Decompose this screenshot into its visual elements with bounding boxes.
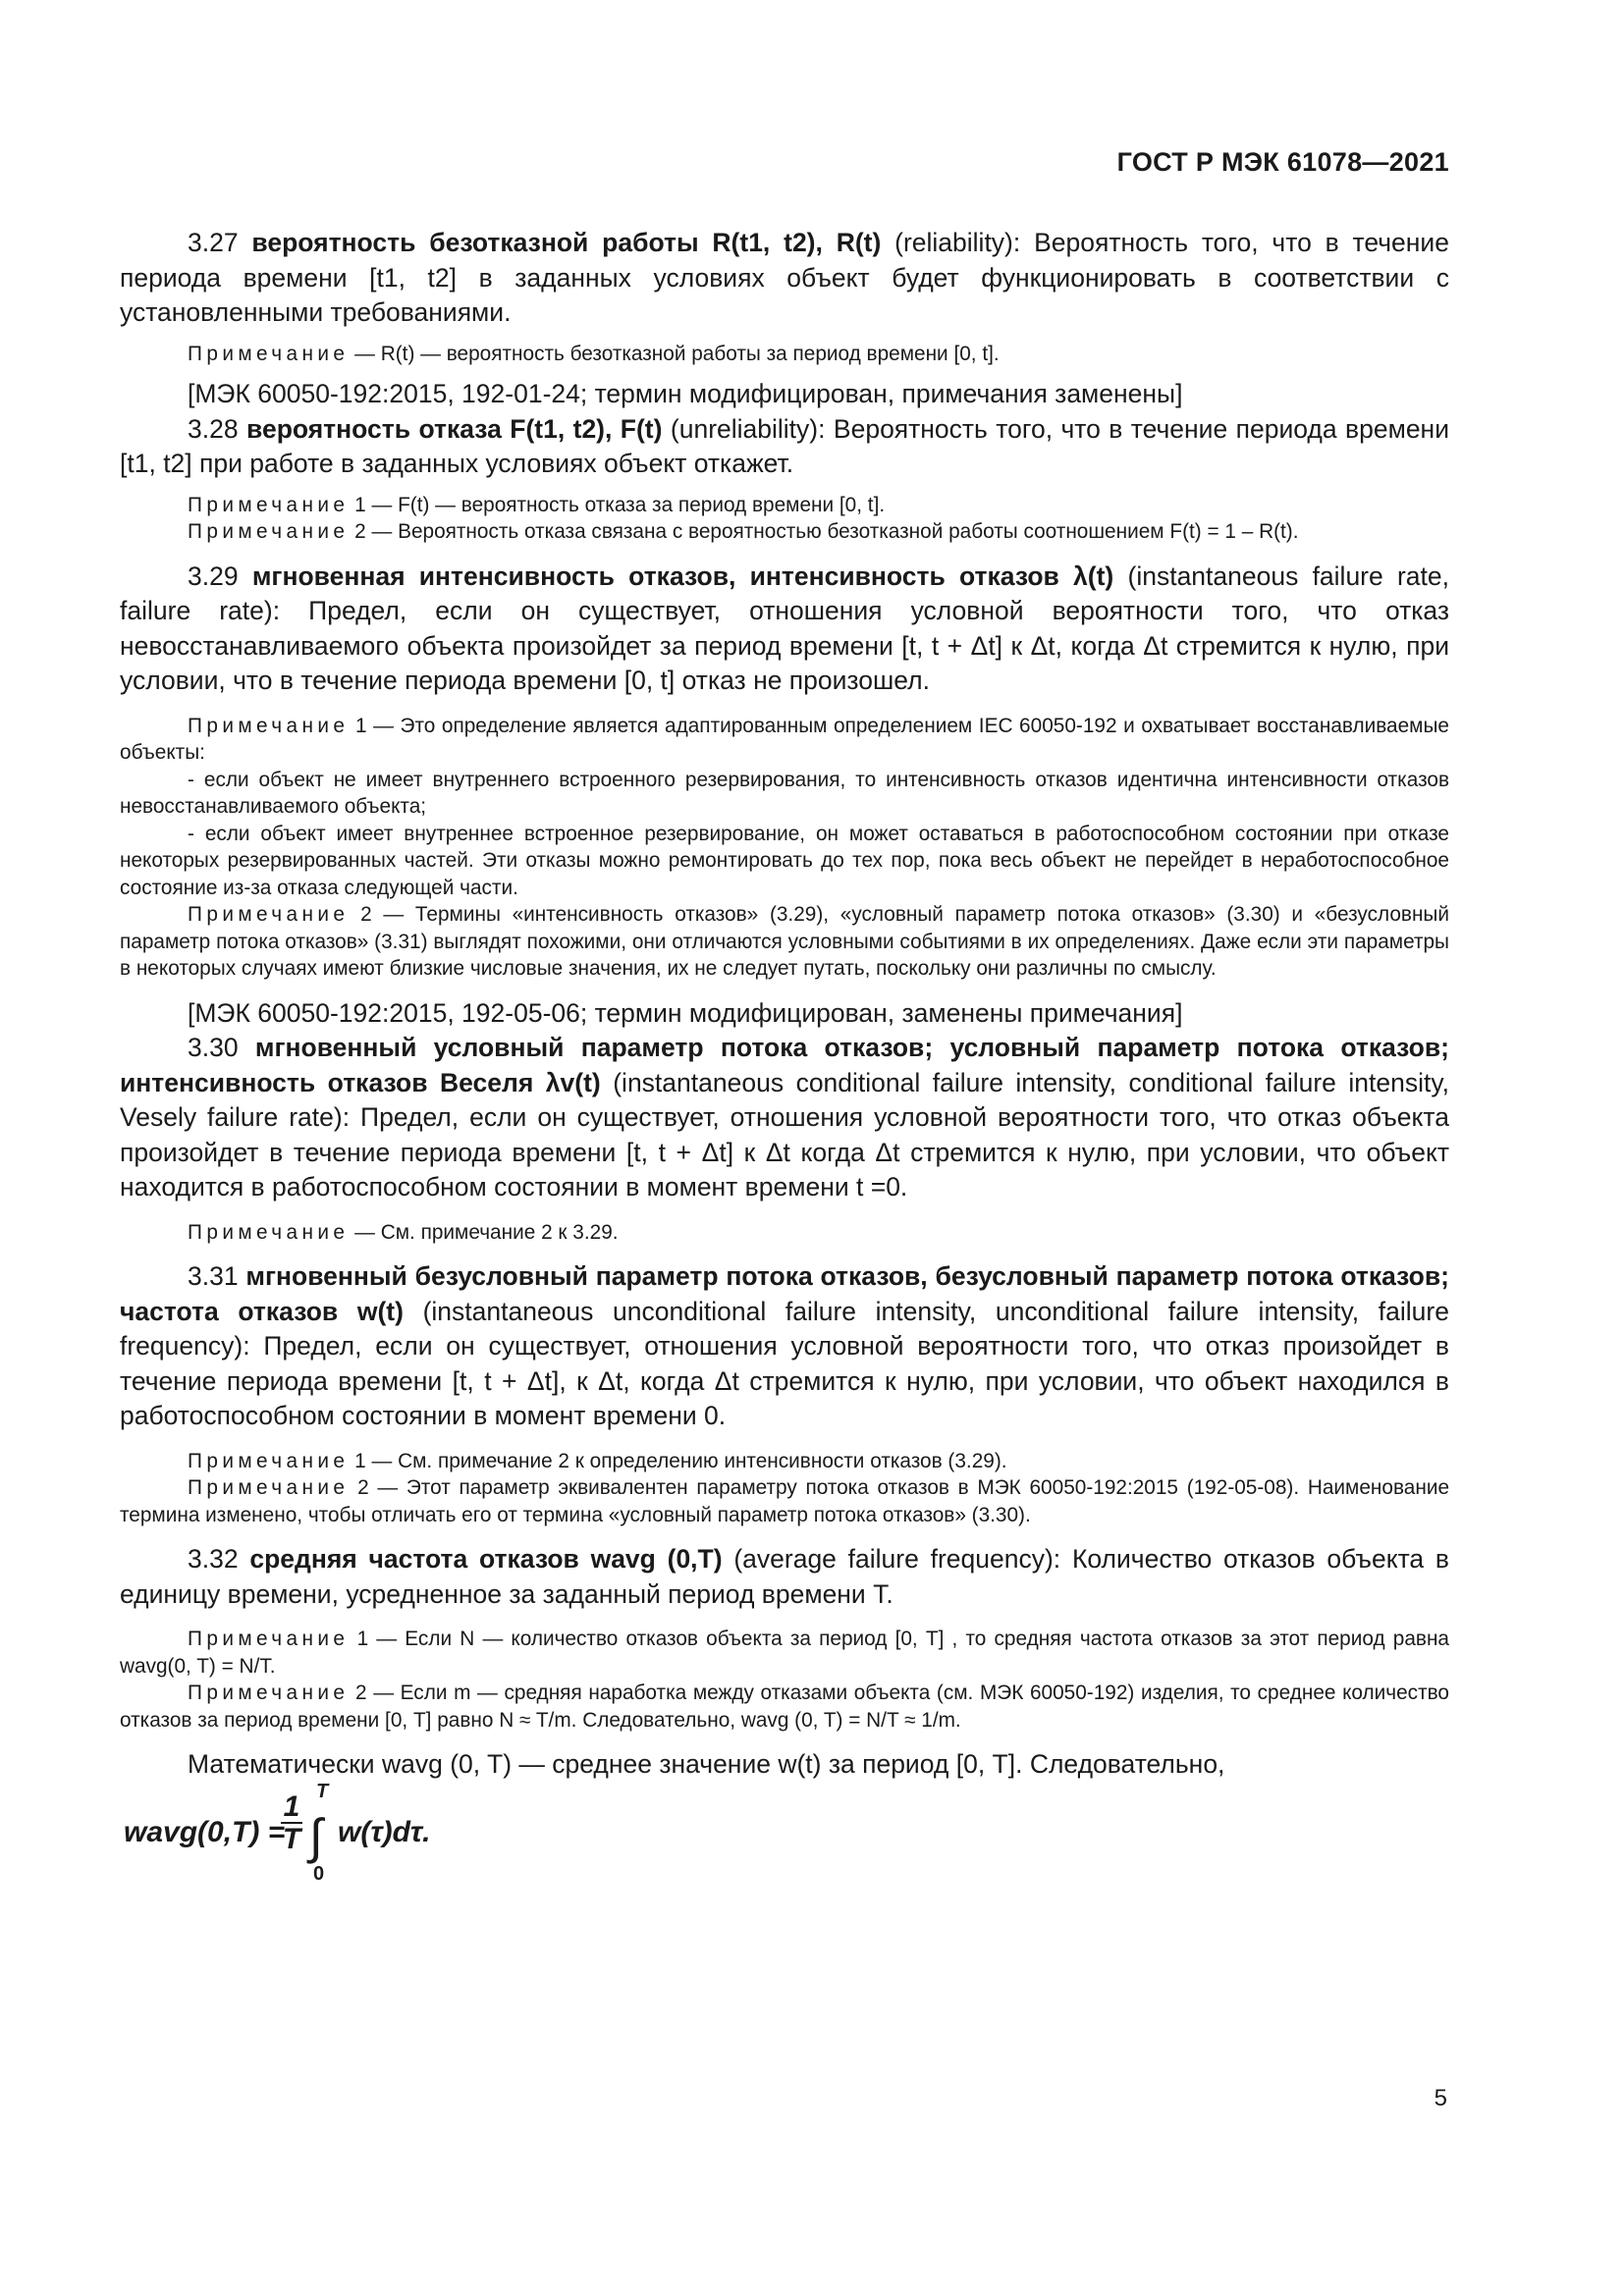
section-number: 3.30 xyxy=(188,1033,239,1062)
section-number: 3.27 xyxy=(188,228,239,257)
note xyxy=(120,518,1449,546)
fraction-denominator: T xyxy=(282,1822,301,1855)
source-reference: [МЭК 60050-192:2015, 192-01-24; термин модифицирован, примечания заменены] xyxy=(188,379,1183,408)
term-title: мгновенный условный параметр потока отказов; условный параметр потока отказов; интенсивность отказов Веселя λv(t) xyxy=(120,1033,1449,1097)
formula-integrand: w(τ)dτ. xyxy=(338,1815,431,1848)
note-label: Примечание xyxy=(188,493,350,516)
standard-header: ГОСТ Р МЭК 61078—2021 xyxy=(1116,147,1449,177)
note-label: Примечание xyxy=(188,1449,350,1472)
note xyxy=(120,1626,1449,1680)
note xyxy=(120,1680,1449,1734)
section-3-31 xyxy=(120,1259,1449,1434)
note-label: Примечание xyxy=(188,1220,350,1244)
section-number: 3.29 xyxy=(188,561,239,591)
note-label: Примечание xyxy=(188,1628,350,1650)
note-label: Примечание xyxy=(188,1476,350,1499)
term-english: (reliability): xyxy=(894,228,1021,257)
note xyxy=(120,901,1449,983)
section-number: 3.28 xyxy=(188,413,239,444)
fraction-numerator: 1 xyxy=(281,1792,302,1824)
term-english: (instantaneous conditional failure intensity, conditional failure intensity, Vesely failure rate): xyxy=(120,1067,1449,1132)
note-text: 2 — Вероятность отказа связана с вероятностью безотказной работы соотношением F(t) = 1 – R(t). xyxy=(354,520,1299,543)
section-3-29 xyxy=(120,560,1449,699)
note-label: Примечание xyxy=(188,342,350,365)
note xyxy=(120,713,1449,767)
term-title: мгновенный безусловный параметр потока отказов, безусловный параметр потока отказов; частота отказов w(t) xyxy=(120,1261,1449,1326)
note xyxy=(120,492,1449,519)
list-item: - если объект имеет внутреннее встроенное резервирование, он может оставаться в работоспособном состоянии при отказе некоторых резервированных частей. Эти отказы можно ремонтировать до тех пор, пока весь объект не перейдет в неработоспособное состояние из-за отказа следующей части. xyxy=(120,822,1449,899)
term-english: (instantaneous failure rate, failure rate): xyxy=(120,561,1449,625)
note-label: Примечание xyxy=(188,903,350,926)
term-definition: Вероятность того, что в течение периода времени [t1, t2] в заданных условиях объект будет функционировать в соответствии с установленными требованиями. xyxy=(120,228,1449,327)
note-label: Примечание xyxy=(188,520,350,543)
note-text: 1 — Если N — количество отказов объекта за период [0, T] , то средняя частота отказов за этот период равна wavg(0, T) = N/T. xyxy=(120,1628,1450,1678)
section-3-27 xyxy=(120,226,1449,331)
source-reference: [МЭК 60050-192:2015, 192-05-06; термин модифицирован, заменены примечания] xyxy=(188,997,1183,1028)
list-item: - если объект не имеет внутреннего встроенного резервирования, то интенсивность отказов идентична интенсивности отказов невосстанавливаемого объекта; xyxy=(120,768,1449,818)
term-title: мгновенная интенсивность отказов, интенсивность отказов λ(t) xyxy=(251,561,1114,591)
term-english: (instantaneous unconditional failure intensity, unconditional failure intensity, failure frequency): xyxy=(120,1296,1449,1361)
note xyxy=(120,341,1449,368)
formula-fraction xyxy=(281,1789,302,1855)
integral-lower-limit: 0 xyxy=(313,1862,325,1885)
note-text: — R(t) — вероятность безотказной работы за период времени [0, t]. xyxy=(354,342,1000,365)
note-label: Примечание xyxy=(188,1682,350,1704)
integral-sign: ∫ xyxy=(309,1808,323,1864)
term-english: (unreliability): xyxy=(670,413,826,444)
note xyxy=(120,1219,1449,1247)
term-title: вероятность безотказной работы R(t1, t2), R(t) xyxy=(251,228,882,257)
note-text: 1 — Это определение является адаптированным определением IEC 60050-192 и охватывает восстанавливаемые объекты: xyxy=(120,714,1449,764)
term-english: (average failure frequency): xyxy=(733,1544,1061,1574)
section-number: 3.32 xyxy=(188,1544,239,1574)
note-text: 2 — Термины «интенсивность отказов» (3.29), «условный параметр потока отказов» (3.30) и «безусловный параметр потока отказов» (3.31) выглядят похожими, они отличаются условными событиями в их определениях. Даже если эти параметры в некоторых случаях имеют близкие числовые значения, их не следует путать, поскольку они различны по смыслу. xyxy=(120,903,1449,980)
note-text: — См. примечание 2 к 3.29. xyxy=(354,1220,619,1244)
average-frequency-formula xyxy=(120,1780,1449,1895)
note xyxy=(120,1474,1449,1528)
term-definition: Предел, если он существует, отношения условной вероятности того, что отказ невосстанавливаемого объекта произойдет за период времени [t, t + Δt] к Δt, когда Δt стремится к нулю, при условии, что в течение периода времени [0, t] отказ не произошел. xyxy=(120,596,1449,695)
note-label: Примечание xyxy=(188,714,350,737)
term-title: вероятность отказа F(t1, t2), F(t) xyxy=(246,413,663,444)
note-text: 1 — F(t) — вероятность отказа за период времени [0, t]. xyxy=(354,493,886,516)
term-definition: Предел, если он существует, отношения условной вероятности того, что отказ объекта произойдет в течение периода времени [t, t + Δt] к Δt когда Δt стремится к нулю, при условии, что объект находится в работоспособном состоянии в момент времени t =0. xyxy=(120,1102,1449,1201)
note-text: 2 — Этот параметр эквивалентен параметру потока отказов в МЭК 60050-192:2015 (192-05-08). Наименование термина изменено, чтобы отличать его от термина «условный параметр потока отказов» (3.30). xyxy=(120,1476,1450,1526)
integral-upper-limit: T xyxy=(316,1780,329,1802)
note xyxy=(120,1448,1449,1475)
section-number: 3.31 xyxy=(188,1261,239,1291)
term-definition: Количество отказов объекта в единицу времени, усредненное за заданный период времени T. xyxy=(120,1544,1449,1609)
section-3-30 xyxy=(120,1031,1449,1205)
term-definition: Предел, если он существует, отношения условной вероятности того, что отказ произойдет в течение периода времени [t, t + Δt], к Δt, когда Δt стремится к нулю, при условии, что объект находился в работоспособном состоянии в момент времени 0. xyxy=(120,1331,1449,1430)
document-body xyxy=(120,226,1449,1895)
formula-lhs: wavg(0,T) = xyxy=(124,1815,286,1848)
term-title: средняя частота отказов wavg (0,T) xyxy=(249,1544,723,1574)
section-3-28 xyxy=(120,412,1449,482)
term-definition: Вероятность того, что в течение периода времени [t1, t2] при работе в заданных условиях объект откажет. xyxy=(120,413,1449,478)
section-3-32 xyxy=(120,1542,1449,1612)
note-text: 1 — См. примечание 2 к определению интенсивности отказов (3.29). xyxy=(354,1449,1007,1472)
note-text: 2 — Если m — средняя наработка между отказами объекта (см. МЭК 60050-192) изделия, то среднее количество отказов за период времени [0, T] равно N ≈ T/m. Следовательно, wavg (0, T) = N/T ≈ 1/m. xyxy=(120,1682,1449,1732)
math-paragraph: Математически wavg (0, T) — среднее значение w(t) за период [0, T]. Следовательно, xyxy=(188,1749,1225,1779)
page-number: 5 xyxy=(1434,2085,1447,2111)
